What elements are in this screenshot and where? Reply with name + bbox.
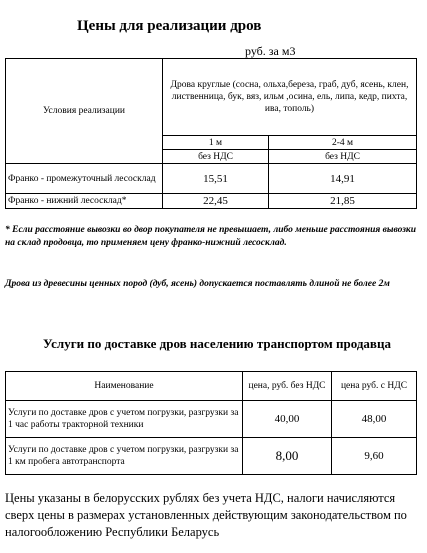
wood-types-header: Дрова круглые (сосна, ольха,береза, граб, дуб, ясень, клен, лиственница, бук, вяз, ильм ,осина, ель, липа, кедр, пихта, ива, тополь) — [163, 59, 417, 136]
valuable-wood-note: Дрова из древесины ценных пород (дуб, ясень) допускается поставлять длиной не более 2м — [5, 279, 390, 289]
price-without-vat-header: цена, руб. без НДС — [243, 372, 332, 401]
price-2-4m: 14,91 — [269, 164, 417, 194]
vat-header-2: без НДС — [269, 150, 417, 164]
price-1m: 22,45 — [163, 194, 269, 209]
price-2-4m: 21,85 — [269, 194, 417, 209]
table-row — [6, 438, 417, 475]
delivery-price-table — [5, 371, 417, 475]
length-1m-header: 1 м — [163, 136, 269, 150]
price-1m: 15,51 — [163, 164, 269, 194]
row-label: Франко - промежуточный лесосклад — [6, 164, 163, 194]
price-with-vat-header: цена руб. с НДС — [332, 372, 417, 401]
price-with-vat: 9,60 — [332, 438, 417, 475]
table-row — [6, 164, 417, 194]
service-label: Услуги по доставке дров с учетом погрузки, разгрузки за 1 час работы тракторной техники — [6, 401, 243, 438]
unit-label: руб. за м3 — [245, 44, 296, 58]
conditions-header: Условия реализации — [6, 59, 163, 164]
page-title: Цены для реализации дров — [77, 18, 262, 34]
name-column-header: Наименование — [6, 372, 243, 401]
price-without-vat: 8,00 — [243, 438, 332, 475]
tax-disclaimer: Цены указаны в белорусских рублях без учета НДС, налоги начисляются сверх цены в размерах установленных действующим законодательством по налогообложению Республики Беларусь — [5, 491, 407, 539]
service-label: Услуги по доставке дров с учетом погрузки, разгрузки за 1 км пробега автотранспорта — [6, 438, 243, 475]
length-2-4m-header: 2-4 м — [269, 136, 417, 150]
table-row — [6, 401, 417, 438]
price-with-vat: 48,00 — [332, 401, 417, 438]
row-label: Франко - нижний лесосклад* — [6, 194, 163, 209]
table-row — [6, 194, 417, 209]
distance-footnote: * Если расстояние вывозки во двор покупателя не превышает, либо меньше расстояния вывозки на склад продовца, то применяем цену франко-нижний лесосклад. — [5, 225, 417, 248]
vat-header-1: без НДС — [163, 150, 269, 164]
delivery-section-title: Услуги по доставке дров населению транспортом продавца — [43, 336, 391, 351]
firewood-price-table — [5, 58, 417, 209]
price-without-vat: 40,00 — [243, 401, 332, 438]
